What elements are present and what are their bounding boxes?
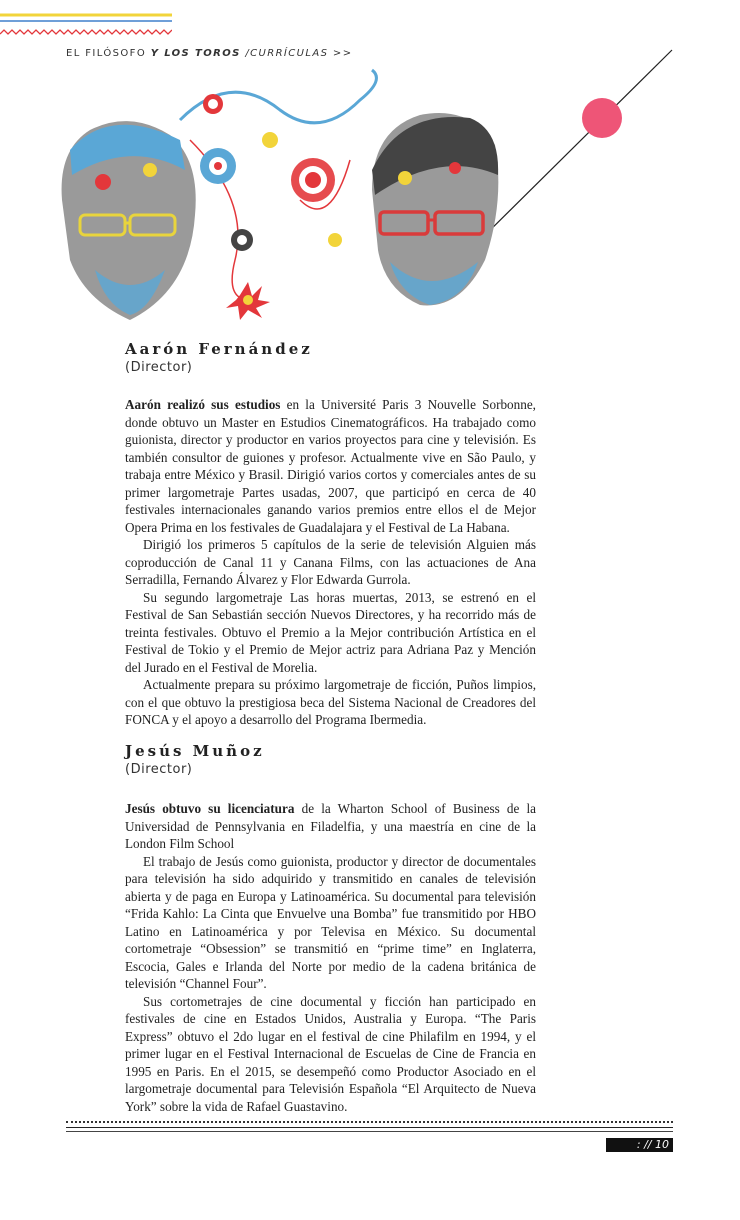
person-name: Aarón Fernández (125, 340, 313, 358)
bio-paragraph: El trabajo de Jesús como guionista, productor y director de documentales para televisión ha sido adquirido y transmitido en canales de televisión abierta y de paga en Europa y Latinoamérica. Su documental para televisión “Frida Kahlo: La Cinta que Envuelve una Bomba” fue transmitido por HBO Latino en Latinoamérica y por Televisa en México. Su documental cortometraje “Obsession” se transmitió en “prime time” en Inglaterra, Escocia, Gales e Irlanda del Norte por medio de la cadena británica de televisión “Channel Four”. (125, 853, 536, 991)
person-role: (Director) (125, 360, 193, 375)
portrait-illustration (0, 48, 740, 348)
pink-circle-icon (582, 98, 622, 138)
footer-rule (66, 1131, 673, 1132)
page-number: : // 10 (606, 1138, 673, 1152)
bio-lead: Aarón realizó sus estudios (125, 397, 281, 412)
header-section: /CURRÍCULAS >> (245, 48, 353, 59)
person-role: (Director) (125, 762, 193, 777)
decorative-stripes (0, 12, 172, 42)
bio-lead: Jesús obtuvo su licenciatura (125, 801, 295, 816)
bio-paragraph (125, 396, 536, 536)
person-name: Jesús Muñoz (125, 742, 265, 760)
bio-body (125, 396, 536, 729)
bio-paragraph: Su segundo largometraje Las horas muertas, 2013, se estrenó en el Festival de San Sebastián sección Nuevos Directores, y ha recorrido más de treinta festivales. Obtuvo el Premio a la Mejor contribución Artística en el Festival de Tokio y el Premio de Mejor actriz para Adriana Paz y Mención del Jurado en el Festival de Morelia. (125, 589, 536, 675)
bio-lead-text: en la Université Paris 3 Nouvelle Sorbonne, donde obtuvo un Master en Estudios Cinematográficos. Ha trabajado como guionista, director y productor en varios proyectos para cine y televisión. Es también consultor de guiones y profesor. Actualmente vive en São Paulo, y trabaja entre México y Brasil. Dirigió varios cortos y comerciales antes de su primer largometraje Partes usadas, 2007, que participó en cerca de 40 festivales internacionales ganando varios premios entre ellos el de Mejor Opera Prima en los festivales de Guadalajara y el Festival de La Habana. (125, 397, 536, 535)
bio-aaron (125, 340, 536, 729)
bio-body (125, 800, 536, 1115)
left-face-icon (62, 121, 196, 320)
bio-paragraph: Dirigió los primeros 5 capítulos de la serie de televisión Alguien más coproducción de Canal 11 y Canana Films, con las actuaciones de Ana Serradilla, Fernando Álvarez y Flor Edwarda Gurrola. (125, 537, 536, 587)
header-title: EL FILÓSOFO (66, 48, 147, 59)
bio-paragraph: Sus cortometrajes de cine documental y ficción han participado en festivales de cine en Estados Unidos, Australia y Europa. “The Paris Express” obtuvo el 2do lugar en el festival de cine Philafilm en 1994, y el primer lugar en el Festival Internacional de Escuelas de Cine de Francia en 1995 en Paris. En el 2015, se desempeñó como Productor Asociado en el largometraje documental para Televisión Española “El Arquitecto de Nueva York” sobre la vida de Rafael Guastavino. (125, 993, 536, 1114)
bio-jesus (125, 742, 536, 1115)
bio-paragraph (125, 800, 536, 853)
bio-paragraph: Actualmente prepara su próximo largometraje de ficción, Puños limpios, con el que obtuvo la prestigiosa beca del Sistema Nacional de Creadores del FONCA y el apoyo a desarrollo del Programa Ibermedia. (125, 677, 536, 727)
right-face-icon (372, 113, 498, 305)
bio-lead-text: de la Wharton School of Business de la Universidad de Pennsylvania en Filadelfia, y una maestría en cine de la London Film School (125, 801, 536, 851)
footer-rule (66, 1127, 673, 1128)
footer-dotted-rule (66, 1121, 673, 1123)
header-title-bold: Y LOS TOROS (150, 48, 241, 59)
